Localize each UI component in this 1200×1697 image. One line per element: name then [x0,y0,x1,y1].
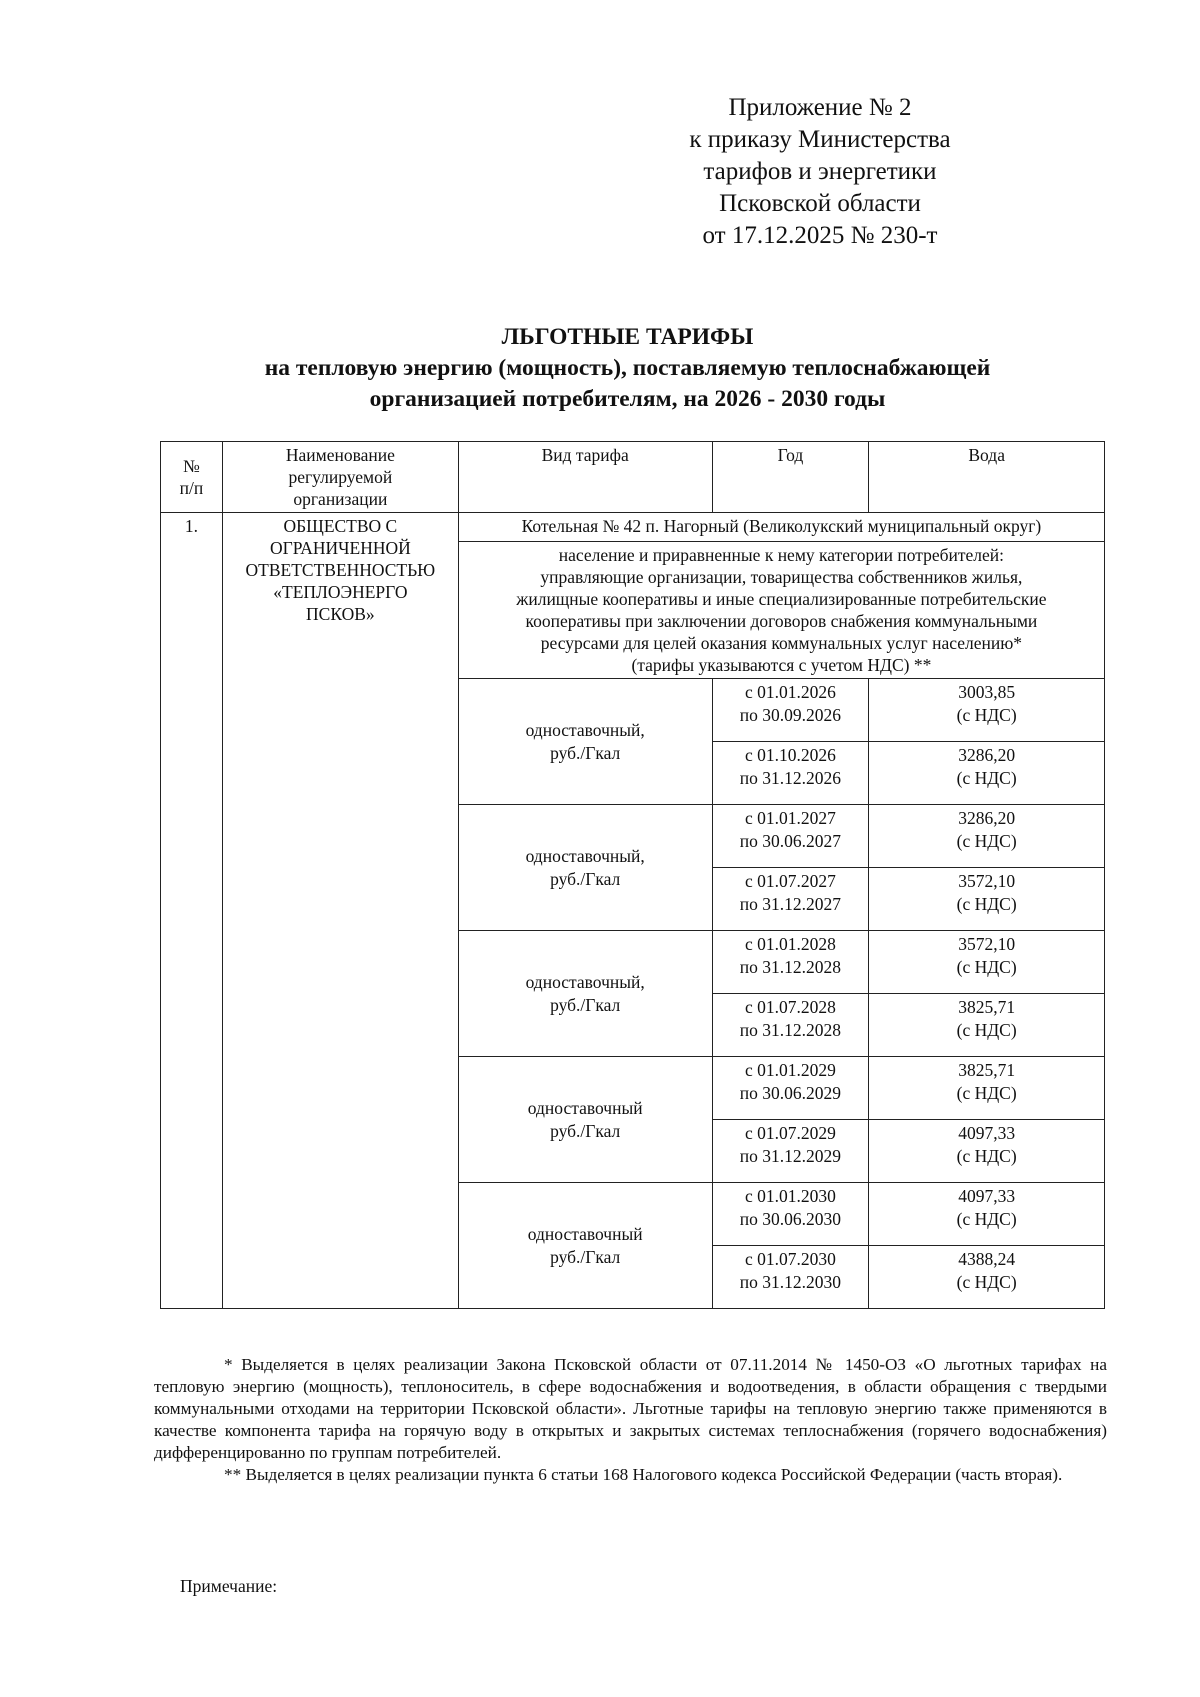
tariff-table [160,441,1105,1309]
tariff-value: 4097,33 (с НДС) [869,1183,1105,1246]
tariff-type: одноставочный, руб./Гкал [458,805,712,931]
header-organization: Наименование регулируемой организации [222,442,458,513]
title-line-2: на тепловую энергию (мощность), поставляемую теплоснабжающей [264,355,991,381]
tariff-value: 3003,85 (с НДС) [869,679,1105,742]
tariff-value: 3572,10 (с НДС) [869,868,1105,931]
title-line-1: ЛЬГОТНЫЕ ТАРИФЫ [501,324,754,350]
footnotes [154,1354,1107,1486]
tariff-value: 3286,20 (с НДС) [869,742,1105,805]
tariff-value: 3825,71 (с НДС) [869,994,1105,1057]
table-row [161,513,1105,542]
header-value: Вода [869,442,1105,513]
period: с 01.01.2029 по 30.06.2029 [712,1057,869,1120]
period: с 01.01.2027 по 30.06.2027 [712,805,869,868]
row-number: 1. [161,513,223,1309]
remark-label: Примечание: [180,1576,278,1596]
tariff-type: одноставочный руб./Гкал [458,1057,712,1183]
period: с 01.07.2029 по 31.12.2029 [712,1120,869,1183]
appendix-order-ref: к приказу Министерства [689,126,951,153]
table-header-row [161,442,1105,513]
title-line-3: организацией потребителям, на 2026 - 2030 годы [369,386,886,412]
boiler-house: Котельная № 42 п. Нагорный (Великолукский муниципальный округ) [458,513,1104,542]
header-tariff-type: Вид тарифа [458,442,712,513]
period: с 01.01.2028 по 31.12.2028 [712,931,869,994]
header-year: Год [712,442,869,513]
period: с 01.07.2028 по 31.12.2028 [712,994,869,1057]
period: с 01.10.2026 по 31.12.2026 [712,742,869,805]
appendix-region: Псковской области [719,190,921,217]
period: с 01.01.2026 по 30.09.2026 [712,679,869,742]
tariff-value: 4097,33 (с НДС) [869,1120,1105,1183]
appendix-order-date: от 17.12.2025 № 230-т [702,222,938,249]
tariff-value: 4388,24 (с НДС) [869,1246,1105,1309]
consumer-category: население и приравненные к нему категории потребителей: управляющие организации, товарищества собственников жилья, жилищные кооперативы и иные специализированные потребительские кооперативы при заключении договоров снабжения коммунальными ресурсами для целей оказания коммунальных услуг населению* (тарифы указываются с учетом НДС) ** [458,542,1104,679]
tariff-type: одноставочный, руб./Гкал [458,679,712,805]
period: с 01.07.2027 по 31.12.2027 [712,868,869,931]
tariff-type: одноставочный руб./Гкал [458,1183,712,1309]
organization-name: ОБЩЕСТВО С ОГРАНИЧЕННОЙ ОТВЕТСТВЕННОСТЬЮ «ТЕПЛОЭНЕРГО ПСКОВ» [222,513,458,1309]
footnote-1: * Выделяется в целях реализации Закона Псковской области от 07.11.2014 № 1450-ОЗ «О льготных тарифах на тепловую энергию (мощность), теплоноситель, в сфере водоснабжения и водоотведения, в области обращения с твердыми коммунальными отходами на территории Псковской области». Льготные тарифы на тепловую энергию также применяются в качестве компонента тарифа на горячую воду в открытых и закрытых системах теплоснабжения (горячего водоснабжения) дифференцированно по группам потребителей. [154,1355,1107,1462]
footnote-2: ** Выделяется в целях реализации пункта 6 статьи 168 Налогового кодекса Российской Федерации (часть вторая). [224,1465,1063,1484]
period: с 01.01.2030 по 30.06.2030 [712,1183,869,1246]
tariff-value: 3572,10 (с НДС) [869,931,1105,994]
tariff-type: одноставочный, руб./Гкал [458,931,712,1057]
header-number: № п/п [161,442,223,513]
appendix-header [640,92,1000,252]
tariff-value: 3825,71 (с НДС) [869,1057,1105,1120]
tariff-value: 3286,20 (с НДС) [869,805,1105,868]
appendix-number: Приложение № 2 [728,94,912,121]
appendix-ministry: тарифов и энергетики [703,158,937,185]
period: с 01.07.2030 по 31.12.2030 [712,1246,869,1309]
document-title [150,322,1105,415]
